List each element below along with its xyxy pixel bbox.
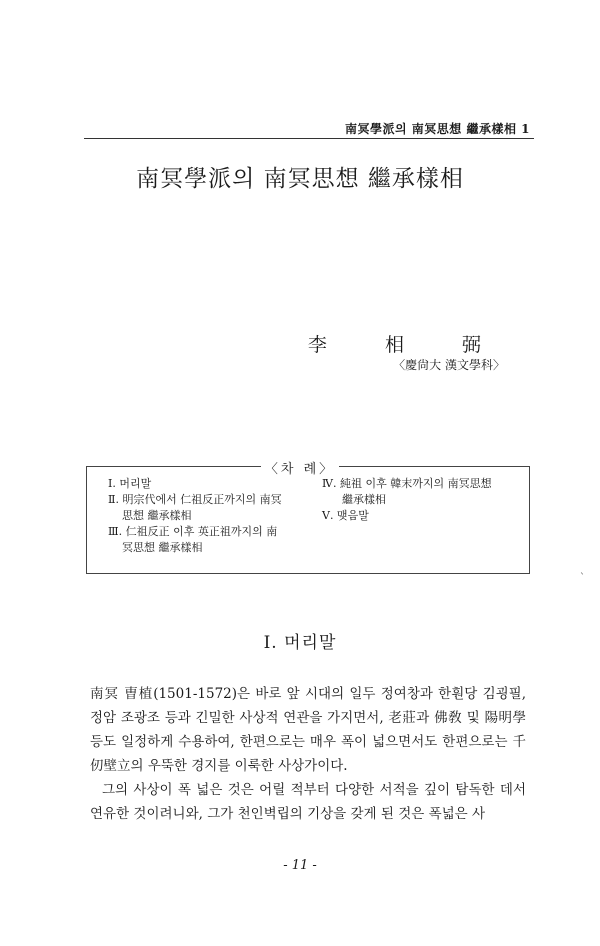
author-affiliation: 〈慶尙大 漢文學科〉 (393, 358, 505, 372)
author-name: 李 相 弼 (307, 334, 507, 356)
page-number: - 11 - (283, 858, 317, 873)
toc-left-column (108, 476, 308, 556)
toc-item: 思想 繼承樣相 (122, 509, 192, 522)
toc-item: Ⅰ. 머리말 (108, 477, 152, 490)
toc-item: Ⅳ. 純祖 이후 韓末까지의 南冥思想 (322, 477, 492, 490)
running-header: 南冥學派의 南冥思想 繼承樣相 1 (345, 122, 530, 136)
body-paragraph: 南冥 曺植(1501-1572)은 바로 앞 시대의 일두 정여창과 한훤당 김굉필, 정암 조광조 등과 긴밀한 사상적 연관을 가지면서, 老莊과 佛敎 및 陽明學 등도 일정하게 수용하여, 한편으로는 매우 폭이 넓으면서도 한편으로는 千仞壁立의 우뚝한 경지를 이룩한 사상가이다. (90, 686, 526, 774)
toc-item: Ⅱ. 明宗代에서 仁祖反正까지의 南冥 (108, 493, 282, 506)
article-title: 南冥學派의 南冥思想 繼承樣相 (136, 166, 464, 192)
toc-item: 繼承樣相 (342, 493, 386, 506)
toc-label (0, 458, 600, 477)
toc-item: Ⅴ. 맺음말 (322, 509, 369, 522)
scan-mark: ` (580, 573, 585, 584)
toc-item: Ⅲ. 仁祖反正 이후 英正祖까지의 南 (108, 525, 278, 538)
toc-label-text: 〈차 례〉 (261, 462, 339, 477)
toc-right-column (322, 476, 522, 524)
toc-item: 冥思想 繼承樣相 (122, 541, 203, 554)
body-paragraph: 그의 사상이 폭 넓은 것은 어릴 적부터 다양한 서적을 깊이 탐독한 데서 연유한 것이려니와, 그가 천인벽립의 기상을 갖게 된 것은 폭넓은 사 (90, 782, 526, 822)
section-heading: Ⅰ. 머리말 (263, 633, 337, 653)
header-rule (84, 138, 534, 139)
